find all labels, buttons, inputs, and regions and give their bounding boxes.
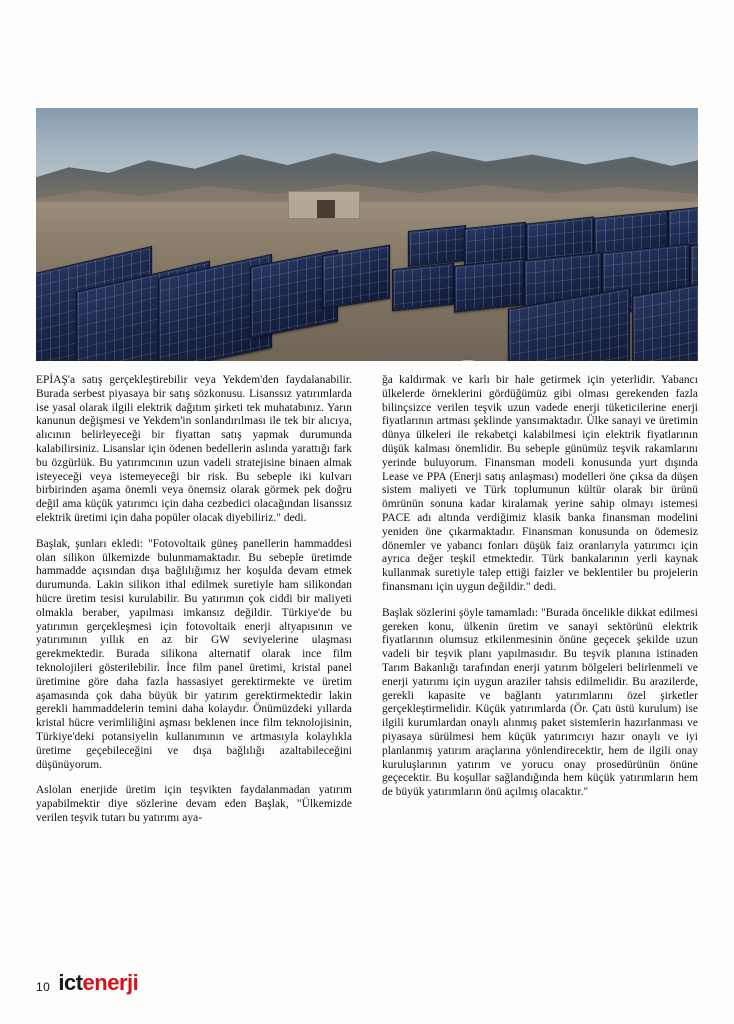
photo-service-building [288,191,360,219]
solar-panel [408,225,466,267]
paragraph: Başlak sözlerini şöyle tamamladı: "Burada öncelikle dikkat edilmesi gereken konu, ülkenin üretim ve sanayi sektörünü elektrik fiyatlarının olumsuz etkilenmesinin önüne geçecek şekilde uzun vadeli bir teşvik planı yapılmasıdır. Bu teşvik planına istinaden Tarım Bakanlığı tarafından enerji yatırım bölgeleri belirlenmeli ve enerji yatırımı için uygun araziler tahsis edilmelidir. Bu arazilerde, gerekli kapasite ve bağlantı yatırımlarını özel şirketler gerçekleştirmelidir. Küçük yatırımlarda (Ör. Çatı üstü kurulum) ise ilgili kurumlardan onaylı alınmış paket sistemlerin hazırlanması ve piyasaya sürülmesi hem küçük yatırımcıyı hazır onaylı ve iyi planlanmış yatırım araçlarına yönlendirecektir, hem de ilgili onay kuruluşlarının yatırım ve yorucu onay prosedürünün önüne geçecektir. Bu koşullar sağlandığında hem küçük yatırımların hem de büyük yatırımların önü açılmış olacaktır." [382,606,698,799]
page-footer [36,970,138,996]
paragraph: ğa kaldırmak ve karlı bir hale getirmek için yeterlidir. Yabancı ülkelerde örneklerini gördüğümüz gibi olması gerekenden fazla bilinçsizce verilen teşvik uzun vadede enerji tüketicilerine enerji fiyatlarının artması şeklinde yansımaktadır. Ülke sanayi ve üretimin dünya ülkeleri ile rekabetçi kalabilmesi için elektrik fiyatlarının düşük kalması önemlidir. Bu sebeple günümüz teşvik rakamlarını yerinde buluyorum. Finansman modeli konusunda yurt dışında Lease ve PPA (Enerji satış anlaşması) modelleri öne çıksa da düşen sistem maliyeti ve Türk toplumunun kültür olarak bir ürünü ömrünün sonuna kadar kiralamak yerine sahip olmayı istemesi PACE adı altında verdiğimiz klasik banka finansman modelini yeniden öne çıkarmaktadır. Finansman konusunda on ödemesiz dönemler ve yabancı fonları düşük faiz oranlarıyla yatırımcı için ayrıca değer teşkil etmektedir. Türk bankalarının yerli kaynak kullanmak suretiyle talep ettiği faizler ve beklentiler bu projelerin finansmanı için uygun değildir." dedi. [382,374,698,593]
logo-text-enerji: enerji [82,970,139,995]
paragraph: EPİAŞ'a satış gerçekleştirebilir veya Yekdem'den faydalanabilir. Burada serbest piyasaya bir satış sözkonusu. Lisanssız yatırımlarda ise yasal olarak ilgili elektrik dağıtım şirketi tek muhatabınız. Yarın kanunun değişmesi ve Yekdem'in sonlandırılması ile tek bir alıcıya, alıcının belirleyeceği bir fiyattan satış yapmak durumunda kalabilirsiniz. Lisanslar için ödenen bedellerin aslında yarattığı fark bu özgürlük. Bu yatırımcının uzun vadeli stratejisine binaen almak isteyeceği veya istemeyeceği bir risk. Bu sebeple iki kulvarı birbirinden aşama önemli veya önemsiz olarak görmek pek doğru değil ama küçük yatırımcı için daha cezbedici olacağından lisanssız elektrik üretimi için daha popüler olacak diyebiliriz." dedi. [36,374,352,524]
logo-text-ict: ict [58,970,83,995]
paragraph: Başlak, şunları ekledi: "Fotovoltaik güneş panellerin hammaddesi olan silikon ülkemizde bulunmamaktadır. Bu sebeple üretimde hammadde açısından dışa bağlılığımız her koşulda devam etmek durumunda. Lakin silikon ithal edilmek suretiyle ham silikondan hücre üretim tesisi kurulabilir. Bu yatırımın çok ciddi bir maliyeti olmakla beraber, yapılması imkansız değildir. Türkiye'de bu yatırımın gerçekleşmesi için fotovoltaik enerji altyapısının ve yatırımının yıllık en az bir GW seviyelerine ulaşması gerekmektedir. Burada silikona alternatif olarak ince film teknolojileri gösterilebilir. İnce film panel üretimi, kristal panel üretimine göre daha fazla hassasiyet gerektirmekte ve üretim aşamasında çok daha büyük bir yatırım gerektirmektedir lakin gerekli hammaddelerin temini daha kolaydır. Önümüzdeki yıllarda kristal hücre verimliliğini aşması beklenen ince film teknolojisinin, Türkiye'deki potansiyelin kullanımının ve artmasıyla kolaylıkla üretime geçebileceğini ve dışa bağlılığı azaltabileceğini düşünüyorum. [36,537,352,771]
page-number: 10 [36,980,51,994]
paragraph: Aslolan enerjide üretim için teşvikten faydalanmadan yatırım yapabilmektir diye sözlerine devam eden Başlak, "Ülkemizde verilen teşvik tutarı bu yatırımı aya- [36,784,352,824]
solar-panel [454,258,524,312]
ict-enerji-logo [58,970,138,996]
solar-panel-field-photo [36,108,698,361]
solar-panel [322,245,390,310]
solar-panel [392,263,454,312]
photo-building-door [317,200,335,219]
article-column-left [36,374,352,838]
article-column-right [382,374,698,812]
